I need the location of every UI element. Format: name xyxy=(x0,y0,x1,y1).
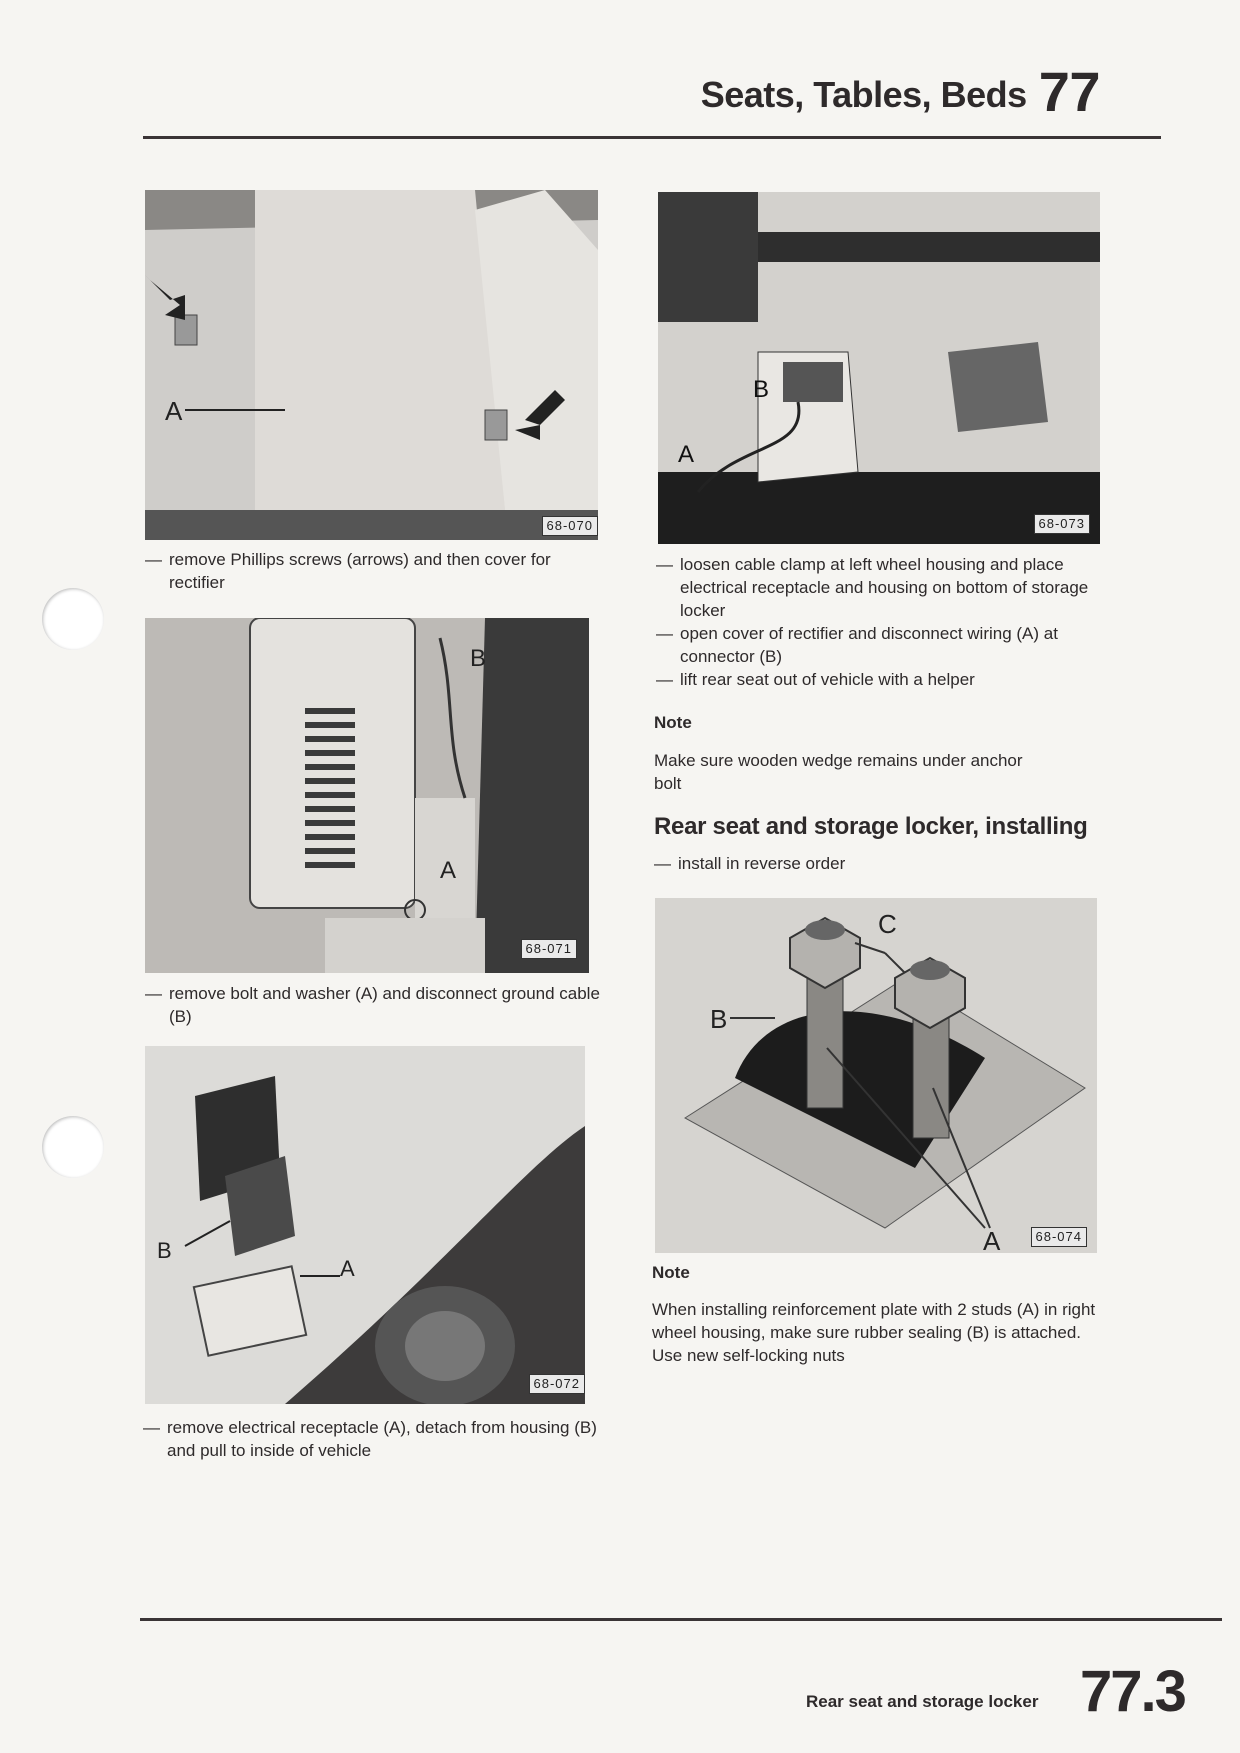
svg-text:B: B xyxy=(753,376,770,403)
caption-figure-3 xyxy=(143,1416,598,1462)
figure-68-074-image xyxy=(655,898,1097,1253)
page-header xyxy=(700,60,1100,123)
figure-number: 68-072 xyxy=(529,1374,585,1394)
figure-number: 68-071 xyxy=(521,939,577,959)
figure-68-073-image xyxy=(658,192,1100,544)
svg-text:A: A xyxy=(678,441,695,468)
figure-68-074 xyxy=(655,898,1097,1253)
header-title: Seats, Tables, Beds xyxy=(700,74,1027,115)
installing-steps xyxy=(654,852,1104,875)
svg-text:A: A xyxy=(440,857,457,884)
caption-step: — remove bolt and washer (A) and disconnect ground cable (B) xyxy=(145,982,600,1028)
svg-text:A: A xyxy=(165,396,183,426)
punch-hole-lower xyxy=(42,1116,104,1178)
figure-68-071 xyxy=(145,618,589,973)
figure-68-072-image xyxy=(145,1046,585,1404)
figure-68-072 xyxy=(145,1046,585,1404)
caption-step: — remove Phillips screws (arrows) and then cover for rectifier xyxy=(145,548,600,594)
note-heading: Note xyxy=(652,1263,690,1282)
section-heading-installing: Rear seat and storage locker, installing xyxy=(654,813,1088,840)
caption-figure-2 xyxy=(145,982,600,1028)
figure-number: 68-073 xyxy=(1034,514,1090,534)
figure-number: 68-070 xyxy=(542,516,598,536)
figure-68-070-image xyxy=(145,190,598,540)
caption-step: — loosen cable clamp at left wheel housing and place electrical receptacle and housing on bottom of storage locker xyxy=(656,553,1106,622)
svg-text:C: C xyxy=(878,909,897,939)
section-number: 77 xyxy=(1038,60,1100,123)
note-text: Make sure wooden wedge remains under anchor bolt xyxy=(654,751,1023,793)
footer-title: Rear seat and storage locker xyxy=(806,1692,1039,1711)
caption-step: — open cover of rectifier and disconnect wiring (A) at connector (B) xyxy=(656,622,1106,668)
header-rule xyxy=(143,136,1161,139)
svg-text:A: A xyxy=(983,1226,1001,1253)
page-number: 77.3 xyxy=(1080,1659,1185,1724)
footer-rule xyxy=(140,1618,1222,1621)
caption-step: — install in reverse order xyxy=(654,852,1104,875)
note-heading: Note xyxy=(654,713,692,732)
punch-hole-upper xyxy=(42,588,104,650)
svg-text:B: B xyxy=(470,645,487,672)
caption-step: — remove electrical receptacle (A), detach from housing (B) and pull to inside of vehicle xyxy=(143,1416,598,1462)
figure-68-073 xyxy=(658,192,1100,544)
figure-68-071-image xyxy=(145,618,589,973)
figure-68-070 xyxy=(145,190,598,540)
note-text: When installing reinforcement plate with 2 studs (A) in right wheel housing, make sure rubber sealing (B) is attached. Use new self-locking nuts xyxy=(652,1300,1096,1365)
svg-text:B: B xyxy=(157,1238,172,1263)
svg-text:B: B xyxy=(710,1004,728,1034)
caption-figure-4 xyxy=(656,553,1106,691)
figure-number: 68-074 xyxy=(1031,1227,1087,1247)
svg-text:A: A xyxy=(340,1256,355,1281)
caption-figure-1 xyxy=(145,548,600,594)
caption-step: — lift rear seat out of vehicle with a helper xyxy=(656,668,1106,691)
